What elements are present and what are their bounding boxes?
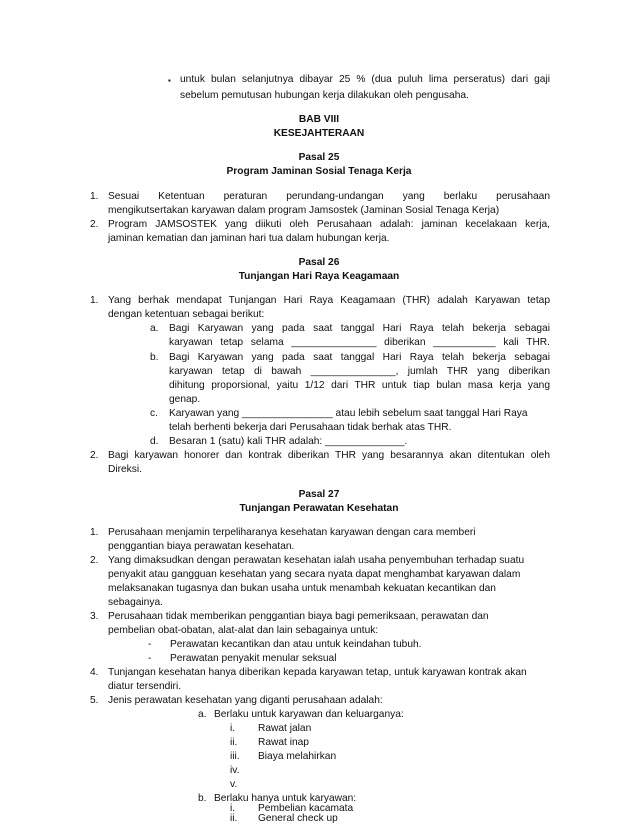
pasal26-item2-line2: Direksi.	[108, 464, 142, 475]
pasal25-label: Pasal 25	[298, 152, 340, 163]
pasal27-item3-dash1-marker: -	[148, 639, 152, 650]
pasal26-sub-b-line3: dihitung proporsional, yaitu 1/12 dari THR untuk tiap bulan masa kerja yang	[169, 380, 550, 391]
pasal26-item2-number: 2.	[90, 450, 99, 461]
pasal27-item5-b-entry2: General check up	[258, 813, 338, 824]
pasal25-title: Program Jaminan Sosial Tenaga Kerja	[226, 166, 412, 177]
pasal27-item5-b-roman1: i.	[230, 803, 236, 814]
pasal27-item4-line1: Tunjangan kesehatan hanya diberikan kepada karyawan tetap, untuk karyawan kontrak akan	[108, 667, 527, 678]
pasal27-item3-dash1-text: Perawatan kecantikan dan atau untuk keindahan tubuh.	[170, 639, 422, 650]
pasal26-item1-line1: Yang berhak mendapat Tunjangan Hari Raya Keagamaan (THR) adalah Karyawan tetap	[108, 295, 550, 306]
bullet-text-line2: sebelum pemutusan hubungan kerja dilakukan oleh pengusaha.	[180, 90, 469, 101]
pasal27-title: Tunjangan Perawatan Kesehatan	[239, 503, 399, 514]
pasal27-item5-line1: Jenis perawatan kesehatan yang diganti perusahaan adalah:	[108, 695, 383, 706]
pasal27-item2-line2: penyakit atau gangguan kesehatan yang secara nyata dapat menghambat karyawan dalam	[108, 569, 521, 580]
pasal26-sub-d-letter: d.	[150, 436, 159, 447]
pasal26-sub-a-line2: karyawan tetap selama _______________ diberikan ___________ kali THR.	[169, 337, 550, 348]
pasal26-label: Pasal 26	[298, 257, 340, 268]
pasal26-title: Tunjangan Hari Raya Keagamaan	[238, 271, 400, 282]
pasal27-item5-a-letter: a.	[198, 709, 207, 720]
pasal26-sub-a-line1: Bagi Karyawan yang pada saat tanggal Hari Raya telah bekerja sebagai	[169, 323, 550, 334]
pasal26-sub-a-letter: a.	[150, 323, 159, 334]
pasal27-item3-line2: pembelian obat-obatan, alat-alat dan lain sebagainya untuk:	[108, 625, 379, 636]
pasal27-item5-number: 5.	[90, 695, 99, 706]
pasal27-item5-b-roman2: ii.	[230, 813, 238, 824]
pasal25-item1-line2: mengikutsertakan karyawan dalam program Jamsostek (Jaminan Sosial Tenaga Kerja)	[108, 205, 500, 216]
pasal27-item4-line2: diatur tersendiri.	[108, 681, 182, 692]
pasal27-item1-line2: penggantian biaya perawatan kesehatan.	[108, 541, 295, 552]
chapter-label: BAB VIII	[298, 114, 340, 125]
pasal25-item2-line1: Program JAMSOSTEK yang diikuti oleh Perusahaan adalah: jaminan kecelakaan kerja,	[108, 219, 550, 230]
pasal27-item1-line1: Perusahaan menjamin terpeliharanya kesehatan karyawan dengan cara memberi	[108, 527, 476, 538]
pasal27-item3-number: 3.	[90, 611, 99, 622]
pasal27-item5-a-entry1: Rawat jalan	[258, 723, 312, 734]
bullet-marker-icon: ▪	[168, 76, 171, 85]
pasal27-item2-number: 2.	[90, 555, 99, 566]
pasal26-sub-c-line2: telah berhenti bekerja dari Perusahaan tidak berhak atas THR.	[169, 422, 452, 433]
pasal27-item4-number: 4.	[90, 667, 99, 678]
pasal26-sub-c-line1: Karyawan yang ________________ atau lebih sebelum saat tanggal Hari Raya	[169, 408, 528, 419]
pasal27-item5-a-roman5: v.	[230, 779, 238, 790]
pasal27-item3-dash2-marker: -	[148, 653, 152, 664]
pasal26-sub-d-line1: Besaran 1 (satu) kali THR adalah: ______________.	[169, 436, 408, 447]
pasal26-sub-b-line4: genap.	[169, 394, 201, 405]
pasal26-sub-c-letter: c.	[150, 408, 158, 419]
chapter-title: KESEJAHTERAAN	[273, 128, 365, 139]
pasal27-label: Pasal 27	[298, 489, 340, 500]
pasal25-item2-line2: jaminan kematian dan jaminan hari tua dalam hubungan kerja.	[108, 233, 390, 244]
pasal25-item1-line1: Sesuai Ketentuan peraturan perundang-undangan yang berlaku perusahaan	[108, 191, 550, 202]
pasal25-item2-number: 2.	[90, 219, 99, 230]
pasal27-item5-a-roman1: i.	[230, 723, 236, 734]
pasal27-item5-b-text: Berlaku hanya untuk karyawan:	[214, 793, 357, 804]
pasal27-item5-b-entry1: Pembelian kacamata	[258, 803, 354, 814]
pasal26-item1-line2: dengan ketentuan sebagai berikut:	[108, 309, 265, 320]
pasal27-item1-number: 1.	[90, 527, 99, 538]
pasal27-item3-dash2-text: Perawatan penyakit menular seksual	[170, 653, 337, 664]
pasal27-item5-a-roman4: iv.	[230, 765, 240, 776]
pasal27-item2-line1: Yang dimaksudkan dengan perawatan kesehatan ialah usaha penyembuhan terhadap suatu	[108, 555, 525, 566]
pasal26-item2-line1: Bagi karyawan honorer dan kontrak diberikan THR yang besarannya akan ditentukan oleh	[108, 450, 550, 461]
bullet-text-line1: untuk bulan selanjutnya dibayar 25 % (dua puluh lima perseratus) dari gaji	[180, 74, 550, 85]
pasal27-item2-line3: melaksanakan tugasnya dan bukan usaha untuk menambah kekuatan kecantikan dan	[108, 583, 496, 594]
pasal26-sub-b-line2: karyawan tetap di bawah _______________, jumlah THR yang diberikan	[169, 366, 550, 377]
pasal26-sub-b-letter: b.	[150, 352, 159, 363]
pasal27-item5-a-entry3: Biaya melahirkan	[258, 751, 337, 762]
pasal27-item5-a-roman3: iii.	[230, 751, 240, 762]
pasal27-item5-a-entry2: Rawat inap	[258, 737, 309, 748]
pasal27-item5-b-letter: b.	[198, 793, 207, 804]
pasal27-item2-line4: sebagainya.	[108, 597, 163, 608]
pasal27-item3-line1: Perusahaan tidak memberikan penggantian biaya bagi pemeriksaan, perawatan dan	[108, 611, 489, 622]
pasal25-item1-number: 1.	[90, 191, 99, 202]
pasal27-item5-a-text: Berlaku untuk karyawan dan keluarganya:	[214, 709, 404, 720]
pasal26-sub-b-line1: Bagi Karyawan yang pada saat tanggal Hari Raya telah bekerja sebagai	[169, 352, 550, 363]
pasal27-item5-a-roman2: ii.	[230, 737, 238, 748]
pasal26-item1-number: 1.	[90, 295, 99, 306]
